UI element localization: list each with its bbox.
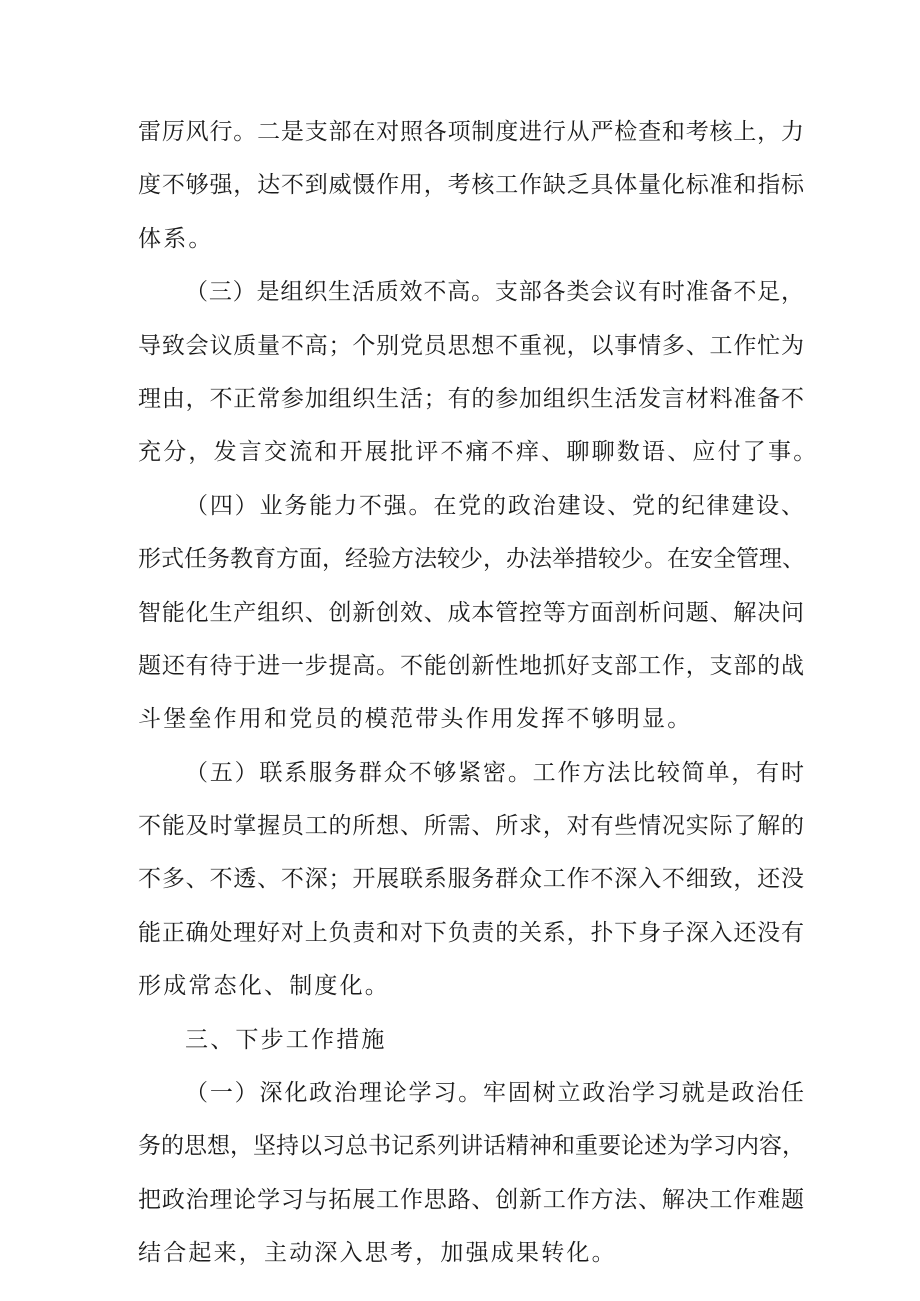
text-line: 不能及时掌握员工的所想、所需、所求，对有些情况实际了解的 [138, 813, 804, 840]
text-line: 结合起来，主动深入思考，加强成果转化。 [138, 1240, 617, 1267]
text-line: 充分，发言交流和开展批评不痛不痒、聊聊数语、应付了事。 [138, 439, 819, 466]
text-line: 体系。 [138, 225, 214, 252]
text-line: 度不够强，达不到威慑作用，考核工作缺乏具体量化标准和指标 [138, 172, 804, 199]
text-line: 能正确处理好对上负责和对下负责的关系，扑下身子深入还没有 [138, 919, 804, 946]
text-line: 智能化生产组织、创新创效、成本管控等方面剖析问题、解决问 [138, 599, 804, 626]
paragraph-organizational-life [138, 266, 819, 480]
text-line: 斗堡垒作用和党员的模范带头作用发挥不够明显。 [138, 706, 693, 733]
text-line: （四）业务能力不强。在党的政治建设、党的纪律建设、 [185, 492, 804, 519]
text-line: 形成常态化、制度化。 [138, 973, 390, 1000]
text-line: 不多、不透、不深；开展联系服务群众工作不深入不细致，还没 [138, 866, 804, 893]
section-heading [138, 1014, 804, 1067]
text-line: 导致会议质量不高；个别党员思想不重视，以事情多、工作忙为 [138, 332, 804, 359]
paragraph-business-ability [138, 480, 804, 747]
text-line: 理由，不正常参加组织生活；有的参加组织生活发言材料准备不 [138, 385, 804, 412]
paragraph-serving-masses [138, 747, 804, 1014]
heading-line: 三、下步工作措施 [185, 1026, 387, 1053]
text-line: 雷厉风行。二是支部在对照各项制度进行从严检查和考核上，力 [138, 119, 804, 145]
text-line: （三）是组织生活质效不高。支部各类会议有时准备不足， [185, 279, 804, 306]
text-line: 把政治理论学习与拓展工作思路、创新工作方法、解决工作难题 [138, 1186, 804, 1213]
text-line: 题还有待于进一步提高。不能创新性地抓好支部工作，支部的战 [138, 652, 804, 679]
document-body [138, 106, 819, 1281]
text-line: （五）联系服务群众不够紧密。工作方法比较简单，有时 [185, 759, 804, 786]
text-line: 形式任务教育方面，经验方法较少，办法举措较少。在安全管理、 [138, 546, 805, 573]
paragraph-political-study [138, 1067, 804, 1281]
text-line: 务的思想，坚持以习总书记系列讲话精神和重要论述为学习内容， [138, 1133, 805, 1160]
text-line: （一）深化政治理论学习。牢固树立政治学习就是政治任 [185, 1080, 804, 1107]
paragraph-continuation [138, 106, 804, 266]
